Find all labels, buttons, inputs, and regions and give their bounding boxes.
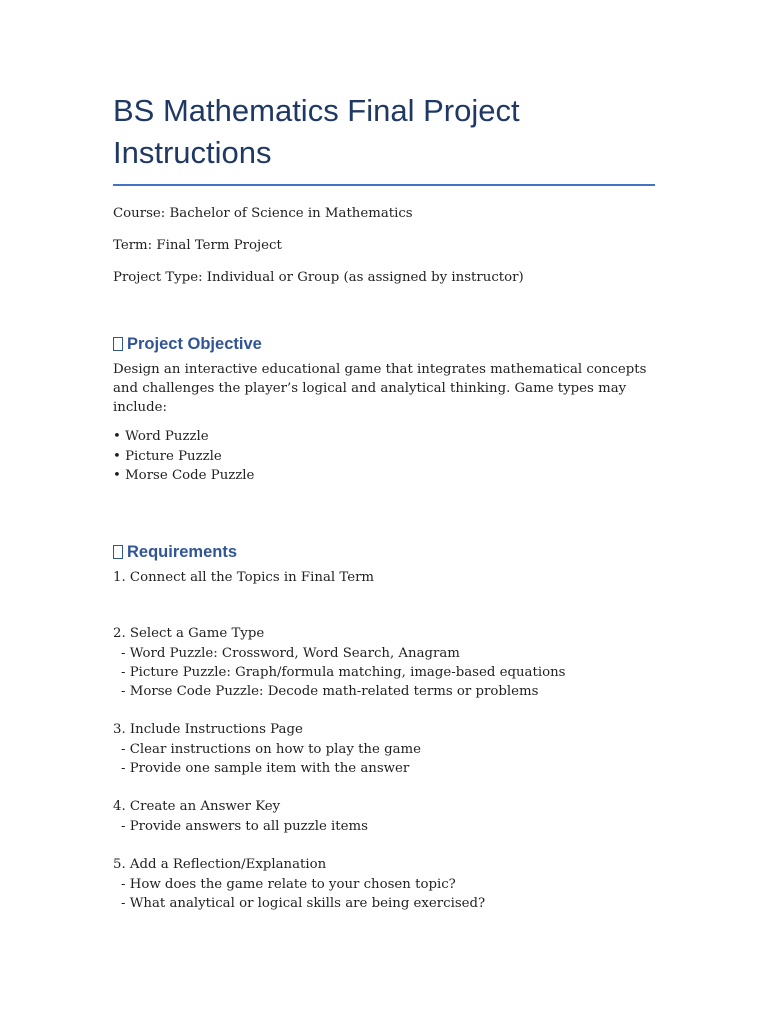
requirement-title: 3. Include Instructions Page [113, 722, 303, 738]
objective-heading [113, 333, 658, 355]
requirement-details [113, 875, 658, 914]
document-page [113, 90, 658, 913]
requirement-item [113, 624, 658, 701]
list-item: - Provide answers to all puzzle items [121, 818, 368, 834]
list-item: - Clear instructions on how to play the game [121, 741, 421, 757]
page-title: BS Mathematics Final Project Instructions [113, 93, 520, 170]
project-meta [113, 204, 658, 287]
list-item: - Provide one sample item with the answer [121, 761, 410, 777]
list-item: • Picture Puzzle [113, 448, 222, 464]
course-line: Course: Bachelor of Science in Mathematics [113, 206, 413, 221]
list-item: - Word Puzzle: Crossword, Word Search, Anagram [121, 645, 460, 661]
requirement-item [113, 855, 658, 913]
requirement-title: 2. Select a Game Type [113, 626, 265, 641]
requirement-title: 1. Connect all the Topics in Final Term [113, 569, 375, 585]
missing-glyph-icon [113, 337, 123, 351]
requirement-details [113, 740, 658, 779]
requirement-item [113, 720, 658, 778]
term-line: Term: Final Term Project [113, 238, 282, 253]
list-item: • Morse Code Puzzle [113, 468, 255, 483]
requirement-item [113, 797, 658, 836]
list-item: - What analytical or logical skills are being exercised? [121, 896, 486, 912]
objective-text: Design an interactive educational game that integrates mathematical concepts and challenges the player’s logical and analytical thinking. Game types may include: [113, 362, 647, 415]
requirement-title: 4. Create an Answer Key [113, 799, 281, 815]
objective-heading-label: Project Objective [127, 335, 262, 353]
list-item: - Picture Puzzle: Graph/formula matching, image-based equations [121, 664, 566, 680]
requirements-heading-label: Requirements [127, 542, 238, 561]
project-type-line: Project Type: Individual or Group (as assigned by instructor) [113, 270, 524, 285]
requirement-details [113, 817, 658, 836]
requirement-title: 5. Add a Reflection/Explanation [113, 857, 327, 873]
requirement-item [113, 568, 658, 588]
list-item: - Morse Code Puzzle: Decode math-related terms or problems [121, 684, 539, 700]
game-type-list [113, 427, 658, 486]
requirements-list [113, 568, 658, 914]
list-item: • Word Puzzle [113, 429, 209, 444]
list-item: - How does the game relate to your chosen topic? [121, 876, 456, 892]
title-underline [113, 184, 655, 186]
requirements-heading [113, 541, 658, 563]
missing-glyph-icon [113, 545, 123, 559]
requirement-details [113, 644, 658, 702]
